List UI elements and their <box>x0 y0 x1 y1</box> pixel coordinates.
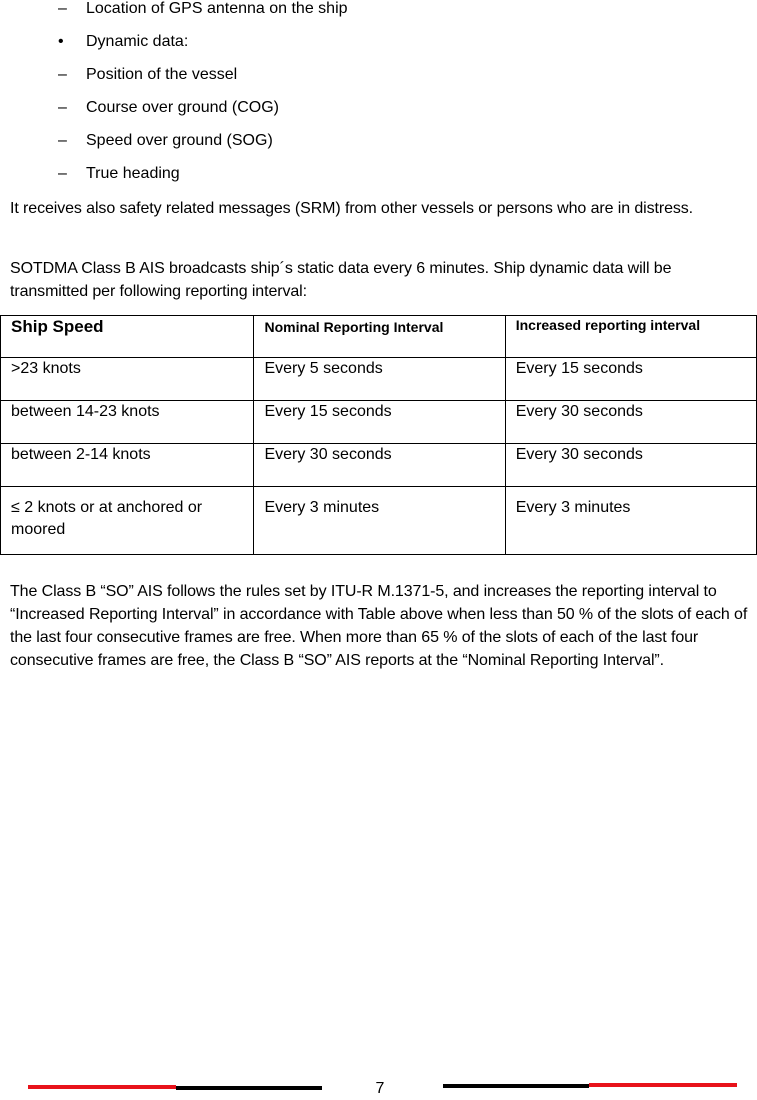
reporting-interval-table <box>0 315 757 555</box>
table-cell: >23 knots <box>1 358 254 401</box>
table-header-cell <box>505 316 756 358</box>
page-number: 7 <box>375 1080 385 1097</box>
paragraph-srm: It receives also safety related messages (SRM) from other vessels or persons who are in distress. <box>10 200 694 217</box>
table-row <box>1 401 757 444</box>
footer-accent-line-left <box>28 1085 176 1089</box>
list-item-text: True heading <box>86 165 180 182</box>
table-cell: Every 30 seconds <box>254 444 505 487</box>
footer-dark-line-right <box>443 1084 589 1088</box>
list-item-text: Dynamic data: <box>86 33 189 50</box>
table-row <box>1 487 757 555</box>
dash-marker: – <box>58 132 67 149</box>
dash-marker: – <box>58 66 67 83</box>
header-increased-interval: Increased reporting interval <box>515 317 701 333</box>
table-header-cell <box>1 316 254 358</box>
header-nominal-interval: Nominal Reporting Interval <box>264 319 444 335</box>
table-cell: Every 3 minutes <box>254 487 505 555</box>
list-item-text: Course over ground (COG) <box>86 99 279 116</box>
table-row <box>1 444 757 487</box>
table-cell: Every 30 seconds <box>505 401 756 444</box>
table-cell: between 14-23 knots <box>1 401 254 444</box>
table-cell: ≤ 2 knots or at anchored or moored <box>1 487 254 555</box>
list-item-text: Location of GPS antenna on the ship <box>86 0 348 17</box>
paragraph-class-b-so: The Class B “SO” AIS follows the rules set by ITU-R M.1371-5, and increases the reporting interval to “Increased Reporting Interval” in accordance with Table above when less than 50 % of the slots of each of the last four consecutive frames are free. When more than 65 % of the slots of each of the last four consecutive frames are free, the Class B “SO” AIS reports at the “Nominal Reporting Interval”. <box>10 583 748 669</box>
list-item-text: Position of the vessel <box>86 66 238 83</box>
table-header-cell <box>254 316 505 358</box>
table-cell: Every 3 minutes <box>505 487 756 555</box>
footer-dark-line-left <box>176 1086 322 1090</box>
table-header-row <box>1 316 757 358</box>
paragraph-sotdma: SOTDMA Class B AIS broadcasts ship´s static data every 6 minutes. Ship dynamic data will be transmitted per following reporting interval: <box>10 260 672 300</box>
table-cell: between 2-14 knots <box>1 444 254 487</box>
bullet-marker: • <box>58 33 64 50</box>
footer-accent-line-right <box>589 1083 737 1087</box>
list-item-text: Speed over ground (SOG) <box>86 132 273 149</box>
dash-marker: – <box>58 165 67 182</box>
table-cell: Every 5 seconds <box>254 358 505 401</box>
header-ship-speed: Ship Speed <box>11 317 104 336</box>
dash-marker: – <box>58 99 67 116</box>
table-cell: Every 15 seconds <box>254 401 505 444</box>
table-cell: Every 30 seconds <box>505 444 756 487</box>
dash-marker: – <box>58 0 67 17</box>
table-cell: Every 15 seconds <box>505 358 756 401</box>
table-row <box>1 358 757 401</box>
